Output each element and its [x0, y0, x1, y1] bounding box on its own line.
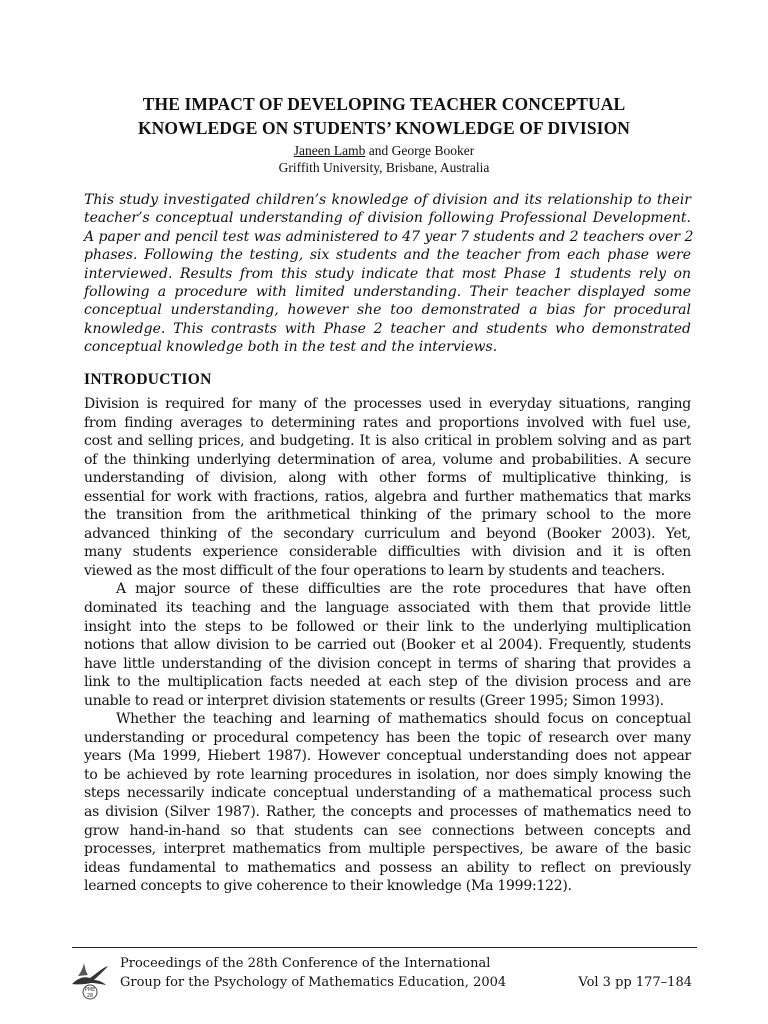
body-line: A major source of these difficulties are the rote procedures that have often	[116, 581, 691, 598]
body-line: ideas fundamental to mathematics and possess an ability to reflect on previously	[84, 859, 691, 876]
body-line: unable to read or interpret division statements or results (Greer 1995; Simon 1993).	[84, 692, 664, 709]
author-second: George Booker	[391, 143, 475, 158]
body-line: as division (Silver 1987). Rather, the concepts and processes of mathematics need to	[84, 804, 691, 821]
abstract-line: following a procedure with limited understanding. Their teacher displayed some	[84, 284, 691, 301]
body-line: advanced thinking of the secondary curriculum and beyond (Booker 2003). Yet,	[84, 525, 691, 542]
svg-text:PME: PME	[84, 987, 96, 993]
abstract	[84, 191, 694, 357]
svg-text:28: 28	[86, 993, 94, 999]
pme-logo-icon	[70, 958, 110, 1000]
body-line: viewed as the most difficult of the four operations to learn by students and teachers.	[84, 562, 665, 579]
body-line: dominated its teaching and the language associated with them that provide little	[84, 600, 691, 617]
body-line: understanding of division, along with other forms of multiplicative thinking, is	[84, 470, 691, 487]
body-line: link to the multiplication facts needed at each step of the division process and are	[84, 674, 691, 691]
affiliation: Griffith University, Brisbane, Australia	[278, 160, 490, 175]
body-line: understanding or procedural competency has been the topic of research over many	[84, 729, 691, 746]
body-line: to be achieved by rote learning procedures in isolation, nor does simply knowing the	[84, 766, 691, 783]
abstract-line: knowledge. This contrasts with Phase 2 teacher and students who demonstrated	[84, 320, 691, 337]
body-line: many students experience considerable difficulties with division and it is often	[84, 544, 691, 561]
author-list	[60, 143, 708, 159]
title-line-2: KNOWLEDGE ON STUDENTS’ KNOWLEDGE OF DIVISION	[137, 118, 631, 138]
abstract-line: conceptual knowledge both in the test and the interviews.	[84, 339, 498, 356]
paper-title	[60, 92, 708, 140]
footer-volume: Vol 3 pp 177–184	[578, 975, 692, 990]
body-line: Whether the teaching and learning of mathematics should focus on conceptual	[116, 711, 691, 728]
title-line-1: THE IMPACT OF DEVELOPING TEACHER CONCEPTUAL	[142, 94, 626, 114]
section-heading: INTRODUCTION	[84, 371, 212, 388]
abstract-line: conceptual understanding, however she too demonstrated a bias for procedural	[84, 302, 691, 319]
body-line: learned concepts to give coherence to their knowledge (Ma 1999:122).	[84, 878, 572, 895]
body-line: years (Ma 1999, Hiebert 1987). However conceptual understanding does not appear	[84, 748, 691, 765]
body-line: notions that allow division to be carried out (Booker et al 2004). Frequently, students	[84, 637, 691, 654]
body-line: the transition from the arithmetical thinking of the primary school to the more	[84, 507, 691, 524]
abstract-line: A paper and pencil test was administered to 47 year 7 students and 2 teachers over 2	[84, 228, 694, 245]
footer-proceedings-line-1: Proceedings of the 28th Conference of the International	[120, 956, 491, 971]
footer-divider	[72, 947, 697, 948]
abstract-line: interviewed. Results from this study indicate that most Phase 1 students rely on	[84, 265, 691, 282]
body-line: essential for work with fractions, ratios, algebra and further mathematics that marks	[84, 488, 691, 505]
body-line: have little understanding of the division concept in terms of sharing that provides a	[84, 655, 691, 672]
body-line: of the thinking underlying determination of area, volume and probabilities. A secure	[84, 451, 691, 468]
body-line: Division is required for many of the processes used in everyday situations, ranging	[84, 396, 691, 412]
body-line: processes, interpret mathematics from multiple perspectives, be aware of the basic	[84, 841, 691, 858]
abstract-line: phases. Following the testing, six students and the teacher from each phase were	[84, 247, 691, 264]
abstract-line: This study investigated children’s knowledge of division and its relationship to their	[84, 192, 691, 208]
abstract-line: teacher’s conceptual understanding of division following Professional Development.	[84, 210, 691, 227]
body-line: grow hand-in-hand so that students can see connections between concepts and	[84, 822, 691, 839]
body-line: from finding averages to determining rates and proportions involved with fuel use,	[84, 414, 691, 431]
body-line: insight into the steps to be followed or their link to the underlying multiplication	[84, 618, 691, 635]
author-joiner: and	[365, 143, 392, 158]
body-text	[84, 395, 691, 896]
footer-proceedings-line-2: Group for the Psychology of Mathematics Education, 2004	[120, 975, 507, 990]
body-line: steps necessarily indicate conceptual understanding of a mathematical process such	[84, 785, 691, 802]
body-line: cost and selling prices, and budgeting. It is also critical in problem solving and as part	[84, 433, 691, 450]
author-first[interactable]: Janeen Lamb	[293, 143, 366, 158]
